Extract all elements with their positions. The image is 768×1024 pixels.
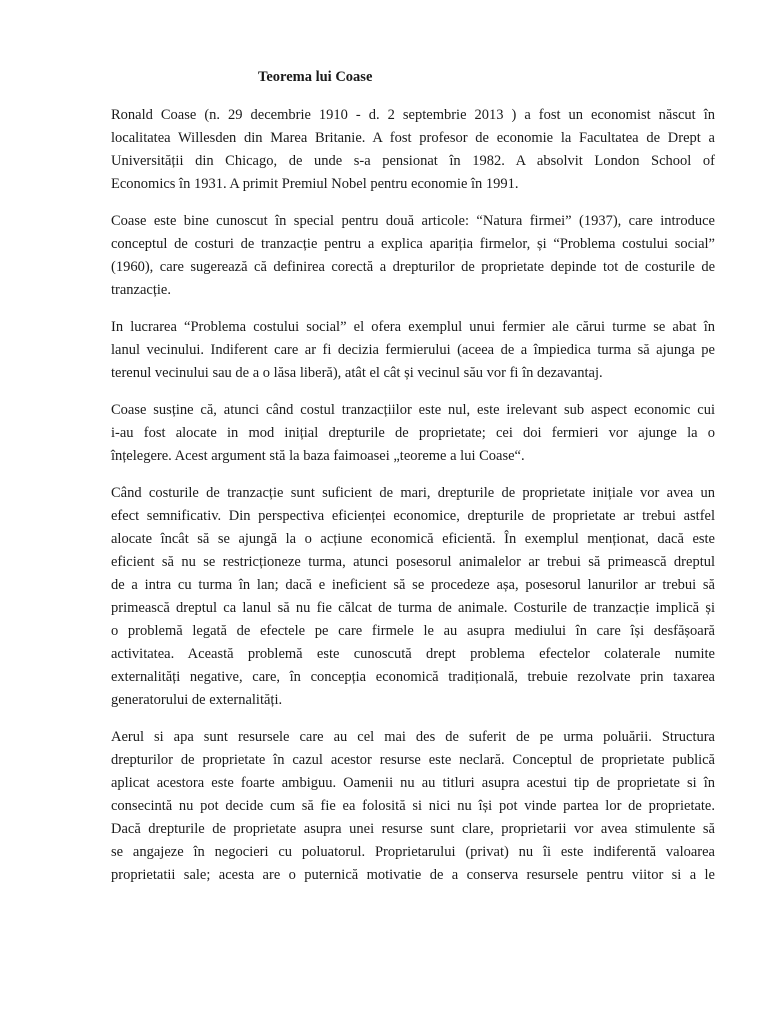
text-line: tranzacție. — [111, 282, 171, 298]
text-line: conceptul de costuri de tranzacție pentru a explica apariția firmelor, și “Problema costului social” — [111, 236, 715, 252]
text-line: înțelegere. Acest argument stă la baza faimoasei „teoreme a lui Coase“. — [111, 448, 525, 464]
text-line: Universității din Chicago, de unde s-a pensionat în 1982. A absolvit London School of — [111, 153, 715, 169]
document-body — [111, 104, 715, 901]
text-line: alocate încât să se ajungă la o acțiune economică eficientă. În exemplul menționat, dacă este — [111, 531, 715, 547]
paragraph-theorem — [111, 399, 715, 468]
text-line: se angajeze în negocieri cu poluatorul. Proprietarului (privat) nu îi este indiferentă valoarea — [111, 844, 715, 860]
paragraph-articles — [111, 210, 715, 302]
text-line: eficient să nu se restricționeze turma, atunci posesorul animalelor ar trebui să primească dreptul — [111, 554, 715, 570]
document-title: Teorema lui Coase — [258, 69, 373, 85]
text-line: o problemă legată de efectele pe care firmele le au asupra mediului în care își desfășoară — [111, 623, 715, 639]
text-line: i-au fost alocate in mod inițial drepturile de proprietate; cei doi fermieri vor ajunge la o — [111, 425, 715, 441]
text-line: lanul vecinului. Indiferent care ar fi decizia fermierului (aceea de a împiedica turma să ajunga pe — [111, 342, 715, 358]
text-line: localitatea Willesden din Marea Britanie. A fost profesor de economie la Facultatea de Drept a — [111, 130, 715, 146]
paragraph-farmer-example — [111, 316, 715, 385]
paragraph-pollution — [111, 726, 715, 887]
paragraph-transaction-costs — [111, 482, 715, 712]
text-line: Dacă drepturile de proprietate asupra unei resurse sunt clare, proprietarii vor avea stimulente să — [111, 821, 715, 837]
text-line: Aerul si apa sunt resursele care au cel mai des de suferit de pe urma poluării. Structura — [111, 729, 715, 745]
text-line: Coase susține că, atunci când costul tranzacțiilor este nul, este irelevant sub aspect economic cui — [111, 402, 715, 418]
text-line: consecintă nu pot decide cum să fie ea folosită si nici nu își pot vinde partea lor de proprietate. — [111, 798, 715, 814]
text-line: externalități negative, care, în concepția economică tradițională, trebuie rezolvate prin taxarea — [111, 669, 715, 685]
text-line: Ronald Coase (n. 29 decembrie 1910 - d. 2 septembrie 2013 ) a fost un economist născut în — [111, 107, 715, 123]
text-line: aplicat acestora este foarte ambiguu. Oamenii nu au titluri asupra acestui tip de proprietate si în — [111, 775, 715, 791]
text-line: generatorului de externalități. — [111, 692, 283, 708]
text-line: primească dreptul ca lanul să nu fie călcat de turma de animale. Costurile de tranzacție implică și — [111, 600, 715, 616]
text-line: drepturilor de proprietate în cazul acestor resurse este neclară. Conceptul de proprietate publică — [111, 752, 715, 768]
text-line: activitatea. Această problemă este cunoscută drept problema efectelor colaterale numite — [111, 646, 715, 662]
text-line: terenul vecinului sau de a o lăsa liberă), atât el cât și vecinul său vor fi în dezavantaj. — [111, 365, 603, 381]
text-line: (1960), care sugerează că definirea corectă a drepturilor de proprietate depinde tot de costurile de — [111, 259, 715, 275]
text-line: de a intra cu turma în lan; dacă e ineficient să se procedeze așa, posesorul lanurilor ar trebui să — [111, 577, 715, 593]
text-line: Economics în 1931. A primit Premiul Nobel pentru economie în 1991. — [111, 176, 519, 192]
text-line: Când costurile de tranzacție sunt suficient de mari, drepturile de proprietate inițiale vor avea un — [111, 485, 715, 501]
text-line: In lucrarea “Problema costului social” el ofera exemplul unui fermier ale cărui turme se abat în — [111, 319, 715, 335]
text-line: efect semnificativ. Din perspectiva eficienței economice, drepturile de proprietate ar trebui astfel — [111, 508, 715, 524]
paragraph-biography — [111, 104, 715, 196]
text-line: Coase este bine cunoscut în special pentru două articole: “Natura firmei” (1937), care introduce — [111, 213, 715, 229]
text-line: proprietatii sale; acesta are o puternică motivatie de a conserva resursele pentru viitor si a le — [111, 867, 715, 883]
